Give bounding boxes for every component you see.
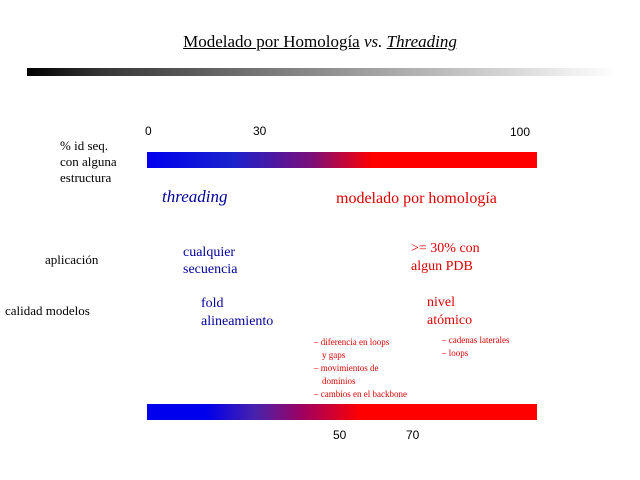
gradient-divider [27,68,617,76]
identity-label-line-2: con alguna [60,154,117,169]
slide-title [0,32,640,52]
top-tick-100: 100 [510,125,531,139]
note-right-2: – loops [442,348,469,358]
aplicacion-homology-line-2: algun PDB [411,259,473,274]
calidad-threading [201,295,273,331]
notes-right [442,334,509,360]
row-label-calidad: calidad modelos [5,303,90,318]
bottom-tick-70: 70 [406,428,420,442]
calidad-homology [427,294,472,330]
calidad-threading-line-1: fold [201,296,224,311]
top-tick-30: 30 [253,124,267,138]
calidad-homology-line-1: nivel [427,295,455,310]
title-part-3: Threading [386,32,457,51]
aplicacion-homology [411,240,480,276]
row-label-aplicacion: aplicación [45,252,99,267]
aplicacion-threading [183,244,237,278]
identity-label [60,138,117,186]
note-left-1: – diferencia en loops [314,337,390,347]
top-tick-0: 0 [145,124,152,138]
bottom-tick-50: 50 [333,428,347,442]
note-left-3: – movimientos de [314,363,379,373]
calidad-threading-line-2: alineamiento [201,314,274,329]
aplicacion-threading-line-2: secuencia [183,262,238,277]
homology-heading: modelado por homología [336,190,497,207]
identity-label-line-3: estructura [60,170,112,185]
threading-heading: threading [162,187,228,206]
identity-label-line-1: % id seq. [60,138,109,153]
note-left-5: – cambios en el backbone [314,389,407,399]
title-part-2: vs. [359,32,387,51]
identity-gradient-bar-bottom [147,404,537,420]
aplicacion-threading-line-1: cualquier [183,245,236,260]
notes-left [314,336,407,401]
note-right-1: – cadenas laterales [442,335,510,345]
note-left-2: y gaps [322,350,346,360]
identity-gradient-bar-top [147,152,537,168]
aplicacion-homology-line-1: >= 30% con [411,241,480,256]
title-part-1: Modelado por Homología [183,32,360,51]
calidad-homology-line-2: atómico [427,313,473,328]
note-left-4: dominios [322,376,356,386]
